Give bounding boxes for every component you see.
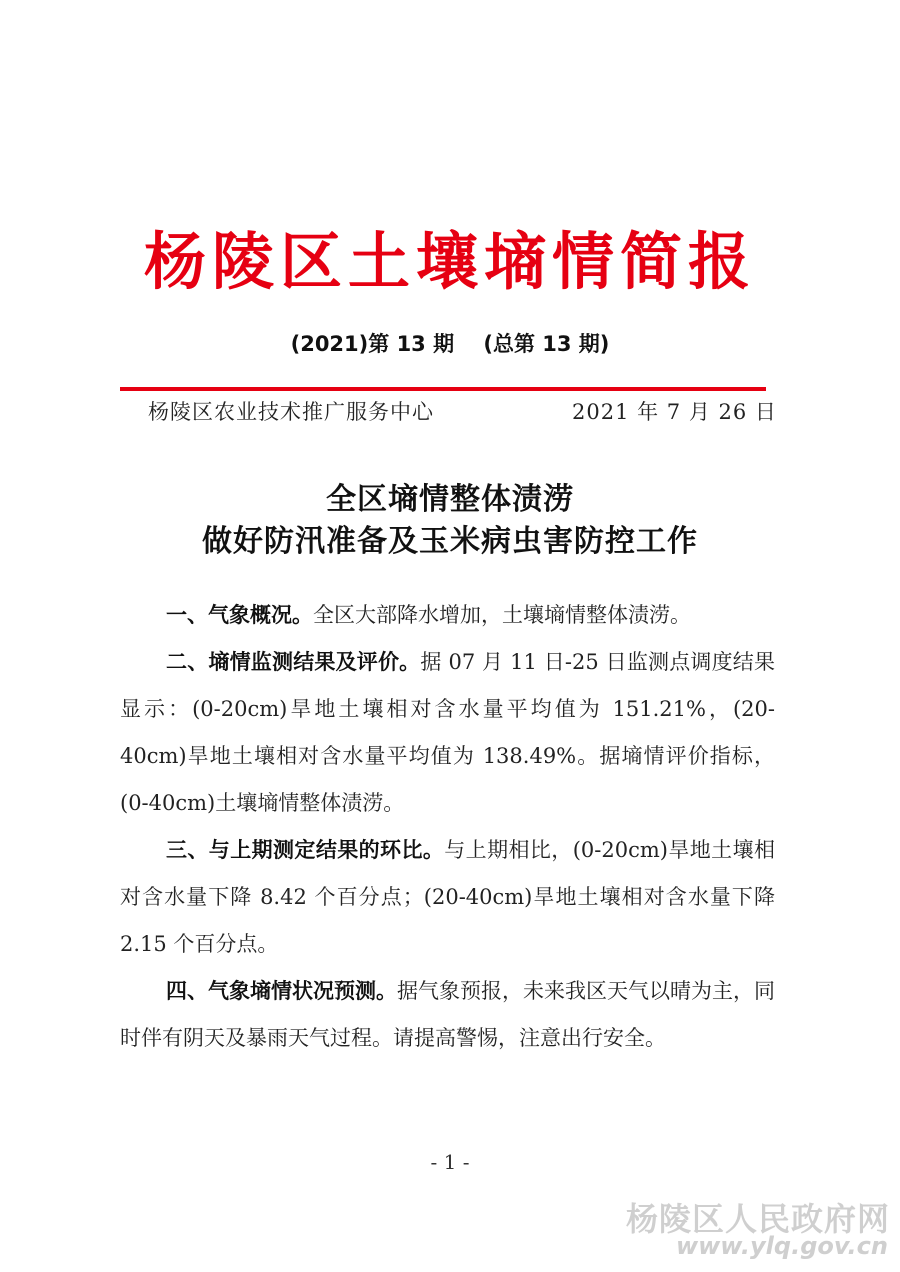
section-weather [120, 592, 775, 639]
article-title-line-2: 做好防汛准备及玉米病虫害防控工作 [202, 524, 698, 559]
section-body: 据 07 月 11 日-25 日监测点调度结果显示：(0-20cm)旱地土壤相对含水量平均值为 151.21%，(20-40cm)旱地土壤相对含水量平均值为 138.49%。据墒情评价指标，(0-40cm)土壤墒情整体渍涝。 [120, 650, 776, 815]
issue-date: 2021 年 7 月 26 日 [572, 400, 777, 424]
watermark-site-name: 杨陵区人民政府网 [625, 1200, 890, 1238]
section-body: 全区大部降水增加，土壤墒情整体渍涝。 [313, 603, 691, 627]
section-body: 与上期相比，(0-20cm)旱地土壤相对含水量下降 8.42 个百分点；(20-40cm)旱地土壤相对含水量下降 2.15 个百分点。 [120, 838, 775, 956]
section-heading: 二、墒情监测结果及评价。 [166, 650, 421, 674]
red-divider [120, 387, 766, 391]
section-forecast [120, 968, 775, 1062]
issue-number: (2021)第 13 期 (总第 13 期) [290, 332, 610, 356]
section-comparison [120, 827, 775, 968]
watermark-url: www.ylq.gov.cn [675, 1232, 888, 1260]
section-monitoring [120, 639, 775, 827]
page-number: - 1 - [430, 1150, 470, 1174]
section-body: 据气象预报，未来我区天气以晴为主，同时伴有阴天及暴雨天气过程。请提高警惕，注意出行安全。 [120, 979, 775, 1050]
masthead-title: 杨陵区土壤墒情简报 [143, 225, 756, 298]
section-heading: 四、气象墒情状况预测。 [166, 979, 397, 1003]
section-heading: 三、与上期测定结果的环比。 [166, 838, 445, 862]
article-title-line-1: 全区墒情整体渍涝 [326, 482, 574, 517]
issuing-agency: 杨陵区农业技术推广服务中心 [148, 400, 434, 424]
section-heading: 一、气象概况。 [166, 603, 313, 627]
